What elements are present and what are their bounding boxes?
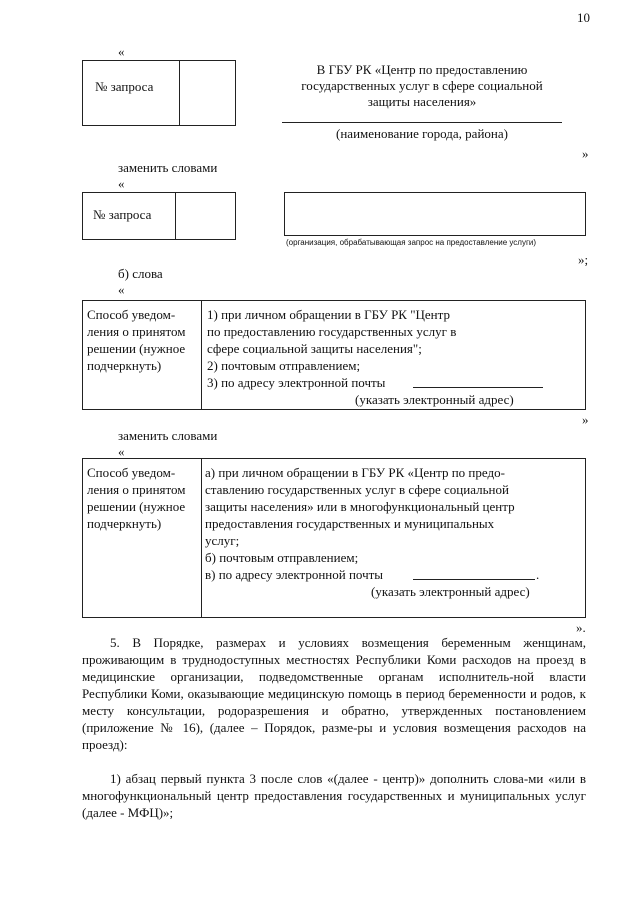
- request-number-box-2: [82, 192, 236, 240]
- request-number-label-2: № запроса: [93, 207, 152, 222]
- box-divider: [179, 61, 180, 125]
- organization-box: [284, 192, 586, 236]
- option-line: предоставления государственных и муниципальных: [205, 516, 495, 531]
- close-quote-3: »: [582, 412, 589, 427]
- b-words: б) слова: [118, 266, 163, 281]
- open-quote-3: «: [118, 282, 125, 297]
- option-line: по предоставлению государственных услуг в: [207, 324, 457, 339]
- option-line: б) почтовым отправлением;: [205, 550, 359, 565]
- addressee-line-1: В ГБУ РК «Центр по предоставлению: [316, 62, 528, 77]
- email-underline: [413, 387, 543, 388]
- end-period: .: [536, 567, 540, 582]
- request-number-box: [82, 60, 236, 126]
- email-caption: (указать электронный адрес): [371, 584, 530, 599]
- open-quote: «: [118, 44, 125, 59]
- method-label-line: подчеркнуть): [87, 358, 162, 373]
- replace-words-1: заменить словами: [118, 160, 218, 175]
- city-caption: (наименование города, района): [336, 126, 508, 141]
- email-underline: [413, 579, 535, 580]
- request-number-label: № запроса: [95, 79, 154, 94]
- close-quote-4: ».: [576, 620, 586, 635]
- option-line: 2) почтовым отправлением;: [207, 358, 361, 373]
- option-line: 3) по адресу электронной почты: [207, 375, 386, 390]
- option-line: услуг;: [205, 533, 240, 548]
- addressee-line-3: защиты населения»: [367, 94, 477, 109]
- method-label-line: Способ уведом-: [87, 465, 176, 480]
- addressee-line-2: государственных услуг в сфере социальной: [301, 78, 543, 93]
- close-quote: »: [582, 146, 589, 161]
- option-line: сфере социальной защиты населения";: [207, 341, 422, 356]
- method-label-line: решении (нужное: [87, 341, 186, 356]
- notification-table-new: [82, 458, 586, 618]
- notification-table-old: [82, 300, 586, 410]
- page-number: 10: [577, 10, 590, 25]
- method-label-line: ления о принятом: [87, 482, 186, 497]
- table-divider: [201, 301, 202, 409]
- city-underline: [282, 122, 562, 123]
- method-label-line: Способ уведом-: [87, 307, 176, 322]
- close-quote-2: »;: [578, 252, 589, 267]
- organization-caption: (организация, обрабатывающая запрос на предоставление услуги): [286, 238, 537, 247]
- option-line: защиты населения» или в многофункциональный центр: [205, 499, 515, 514]
- method-label-line: решении (нужное: [87, 499, 186, 514]
- email-caption: (указать электронный адрес): [355, 392, 514, 407]
- open-quote-2: «: [118, 176, 125, 191]
- option-line: ставлению государственных услуг в сфере социальной: [205, 482, 509, 497]
- open-quote-4: «: [118, 444, 125, 459]
- option-line: в) по адресу электронной почты: [205, 567, 384, 582]
- table-divider: [201, 459, 202, 617]
- replace-words-2: заменить словами: [118, 428, 218, 443]
- box-divider: [175, 193, 176, 239]
- subparagraph-1: 1) абзац первый пункта 3 после слов «(далее - центр)» дополнить слова-ми «или в многофункциональный центр предоставления государственных и муниципальных услуг (далее - МФЦ)»;: [82, 771, 586, 820]
- option-line: 1) при личном обращении в ГБУ РК "Центр: [207, 307, 450, 322]
- method-label-line: ления о принятом: [87, 324, 186, 339]
- paragraph-5: 5. В Порядке, размерах и условиях возмещения беременным женщинам, проживающим в труднодоступных местностях Республики Коми расходов на проезд в медицинские организации, подведомственные органам исполнитель-ной власти Республики Коми, оказывающие медицинскую помощь в период беременности и родов, к месту консультации, родоразрешения и обратно, утвержденных постановлением (приложение № 16), (далее – Порядок, разме-ры и условия возмещения расходов на проезд):: [82, 635, 586, 752]
- method-label-line: подчеркнуть): [87, 516, 162, 531]
- option-line: а) при личном обращении в ГБУ РК «Центр по предо-: [205, 465, 505, 480]
